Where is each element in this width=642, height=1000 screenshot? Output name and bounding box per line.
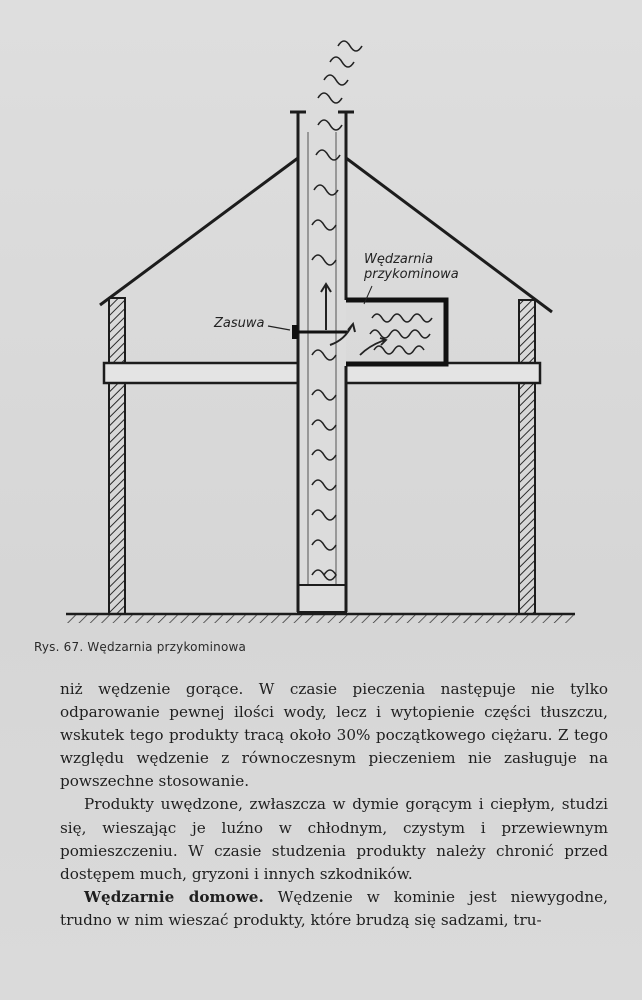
- chimney: [290, 112, 354, 612]
- ground: [66, 614, 575, 623]
- paragraph-2: Produkty uwędzone, zwłaszcza w dymie gorącym i ciepłym, studzi się, wieszając je luźno w chłodnym, czystym i przewiewnym pomieszczeniu. W czasie studzenia produkty należy chronić przed dostępem much, gryzoni i innych szkodników.: [60, 795, 608, 883]
- left-wall: [109, 298, 125, 614]
- paragraph-3: [60, 886, 608, 932]
- right-wall: [519, 300, 535, 614]
- smokehouse-label-line2: przykominowa: [364, 267, 459, 282]
- smokehouse-label-line1: Wędzarnia: [364, 252, 434, 267]
- figure-caption: Rys. 67. Wędzarnia przykominowa: [34, 640, 247, 654]
- body-text: [60, 678, 608, 932]
- smokehouse-label: [364, 252, 459, 282]
- damper-label: Zasuwa: [214, 316, 265, 331]
- paragraph-3-body: Wędzenie w kominie jest niewygodne, trudno w nim wieszać produkty, które brudzą się sadzami, tru-: [60, 887, 608, 929]
- paragraph-3-heading: Wędzarnie domowe.: [84, 887, 264, 906]
- paragraph-1: niż wędzenie gorące. W czasie pieczenia następuje nie tylko odparowanie pewnej ilości wody, lecz i wytopienie części tłuszczu, wskutek tego produkty tracą około 30% początkowego ciężaru. Z tego względu wędzenie z równoczesnym pieczeniem nie zasługuje na powszechne stosowanie.: [60, 680, 608, 791]
